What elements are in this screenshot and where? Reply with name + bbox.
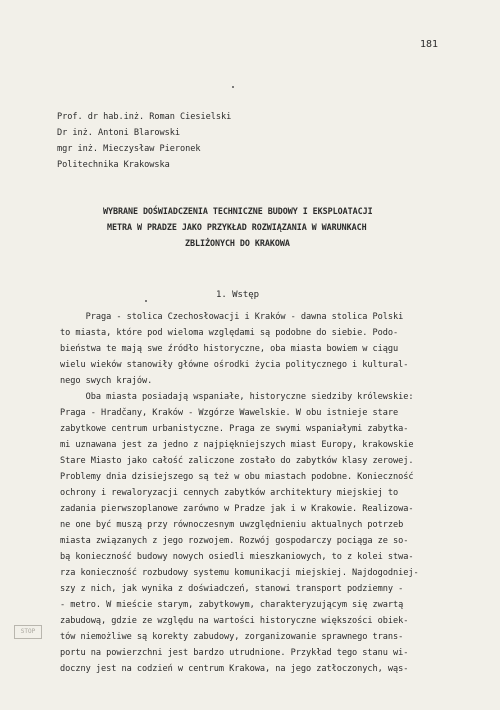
body-line: wielu wieków stanowiły główne ośrodki życia politycznego i kultural- — [60, 360, 409, 370]
body-line: tów niemożliwe są korekty zabudowy, zorganizowanie sprawnego trans- — [60, 632, 404, 642]
body-line: zabudową, gdzie ze względu na wartości historyczne większości obiek- — [60, 616, 409, 626]
affiliation-line: Politechnika Krakowska — [57, 160, 170, 170]
page-number: 181 — [420, 39, 438, 50]
body-line: szy z nich, jak wynika z doświadczeń, stanowi transport podziemny - — [60, 584, 404, 594]
body-line: portu na powierzchni jest bardzo utrudnione. Przykład tego stanu wi- — [60, 648, 409, 658]
body-line: Praga - Hradčany, Kraków - Wzgórze Wawelskie. W obu istnieje stare — [60, 408, 399, 418]
body-line: Oba miasta posiadają wspaniałe, historyczne siedziby królewskie: — [60, 392, 414, 402]
author-line: mgr inż. Mieczysław Pieronek — [57, 144, 201, 154]
title-line: METRA W PRADZE JAKO PRZYKŁAD ROZWIĄZANIA W WARUNKACH — [107, 222, 367, 232]
body-line: Stare Miasto jako całość zaliczone zostało do zabytków klasy zerowej. — [60, 456, 414, 466]
author-line: Prof. dr hab.inż. Roman Ciesielski — [57, 112, 232, 122]
body-line: zadania pierwszoplanowe zarówno w Pradze jak i w Krakowie. Realizowa- — [60, 504, 414, 514]
body-line: mi uznawana jest za jedno z najpiękniejszych miast Europy, krakowskie — [60, 440, 414, 450]
archive-stamp: STOP — [14, 625, 42, 639]
author-line: Dr inż. Antoni Blarowski — [57, 128, 180, 138]
body-line: ochrony i rewaloryzacji cennych zabytków architektury miejskiej to — [60, 488, 399, 498]
body-line: miasta związanych z jego rozwojem. Rozwój gospodarczy pociąga ze so- — [60, 536, 409, 546]
body-line: - metro. W mieście starym, zabytkowym, charakteryzującym się zwartą — [60, 600, 404, 610]
body-line: to miasta, które pod wieloma względami są podobne do siebie. Podo- — [60, 328, 399, 338]
body-line: ne one być muszą przy równoczesnym uwzględnieniu aktualnych potrzeb — [60, 520, 404, 530]
body-line: nego swych krajów. — [60, 376, 153, 386]
ink-speck — [145, 300, 147, 302]
section-heading: 1. Wstęp — [216, 290, 259, 300]
body-line: bieństwa te mają swe źródło historyczne, oba miasta bowiem w ciągu — [60, 344, 399, 354]
body-line: bą konieczność budowy nowych osiedli mieszkaniowych, to z kolei stwa- — [60, 552, 414, 562]
title-line: WYBRANE DOŚWIADCZENIA TECHNICZNE BUDOWY I EKSPLOATACJI — [103, 206, 373, 216]
body-line: zabytkowe centrum urbanistyczne. Praga ze swymi wspaniałymi zabytka- — [60, 424, 409, 434]
ink-speck — [232, 86, 234, 88]
body-line: Problemy dnia dzisiejszego są też w obu miastach podobne. Konieczność — [60, 472, 414, 482]
body-line: Praga - stolica Czechosłowacji i Kraków - dawna stolica Polski — [60, 312, 404, 322]
body-line: rza konieczność rozbudowy systemu komunikacji miejskiej. Najdogodniej- — [60, 568, 419, 578]
title-line: ZBLIŻONYCH DO KRAKOWA — [185, 238, 290, 248]
body-line: doczny jest na codzień w centrum Krakowa, na jego zatłoczonych, wąs- — [60, 664, 409, 674]
